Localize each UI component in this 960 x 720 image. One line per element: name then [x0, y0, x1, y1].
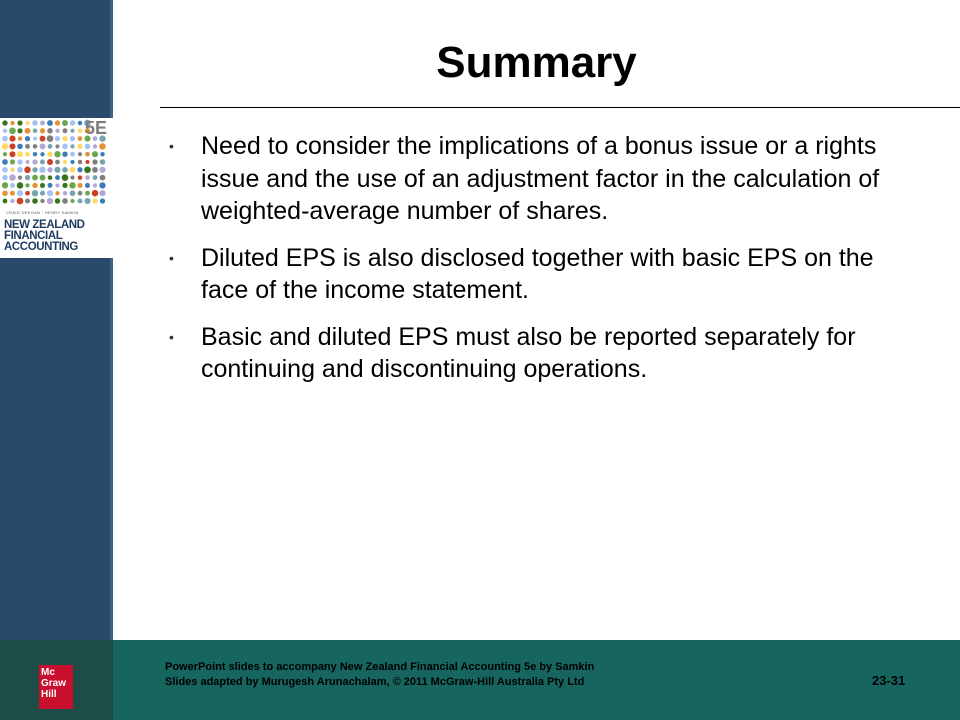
cover-dot	[10, 199, 14, 203]
cover-dot	[3, 199, 8, 204]
cover-dot	[40, 183, 45, 188]
cover-dot	[32, 159, 37, 164]
bullet-text: Need to consider the implications of a bonus issue or a rights issue and the use of an adjustment factor in the calculation of weighted-average number of shares.	[201, 132, 880, 225]
title-divider	[160, 107, 960, 108]
cover-dot	[63, 128, 68, 133]
cover-dot	[70, 199, 74, 203]
cover-dot	[78, 175, 83, 180]
footer-bar	[0, 640, 960, 720]
cover-dot	[78, 160, 83, 165]
cover-dot	[100, 175, 106, 181]
cover-dot	[85, 183, 90, 188]
cover-dot	[85, 144, 91, 150]
cover-dot	[25, 160, 29, 164]
cover-dot	[2, 175, 7, 180]
cover-dot	[62, 136, 67, 141]
cover-dot	[10, 191, 15, 196]
cover-dot	[10, 121, 14, 125]
cover-dot	[47, 128, 53, 134]
cover-dot	[48, 175, 53, 180]
cover-dot	[10, 183, 15, 188]
cover-dot	[32, 167, 37, 172]
cover-dot	[77, 167, 82, 172]
cover-dot	[24, 167, 31, 174]
cover-dot	[25, 136, 30, 141]
cover-dot	[100, 152, 104, 156]
cover-dot	[62, 198, 68, 204]
cover-dot	[78, 121, 82, 125]
cover-dot	[33, 152, 37, 156]
cover-dot	[47, 167, 52, 172]
cover-dot	[78, 191, 83, 196]
slide-number: 23-31	[872, 673, 906, 688]
cover-dot	[100, 159, 106, 165]
cover-dot	[69, 182, 76, 189]
cover-dot	[84, 198, 90, 204]
cover-dot	[25, 128, 31, 134]
cover-dot	[17, 144, 23, 150]
cover-dot	[92, 198, 97, 203]
cover-dot	[78, 136, 83, 141]
cover-dot	[32, 175, 38, 181]
cover-dot	[47, 151, 53, 157]
cover-dot	[25, 199, 30, 204]
cover-dot	[18, 176, 22, 180]
book-cover-image	[0, 118, 113, 258]
cover-dot	[2, 136, 8, 142]
cover-dot	[10, 168, 14, 172]
cover-dot	[25, 144, 30, 149]
cover-dot	[2, 143, 9, 150]
cover-dot	[25, 152, 30, 157]
cover-dot	[39, 167, 45, 173]
cover-dot	[2, 120, 7, 125]
cover-dot	[77, 198, 82, 203]
cover-dot	[47, 135, 54, 142]
cover-title: NEW ZEALAND FINANCIAL ACCOUNTING	[4, 219, 85, 253]
cover-dot	[55, 191, 59, 195]
cover-dot	[77, 144, 82, 149]
cover-dot	[99, 143, 106, 150]
sidebar-edge	[110, 0, 113, 640]
cover-dot	[17, 159, 22, 164]
credit-line: Slides adapted by Murugesh Arunachalam, © 2011 McGraw-Hill Australia Pty Ltd	[165, 676, 585, 688]
bullet-text: Diluted EPS is also disclosed together with basic EPS on the face of the income statement.	[201, 243, 874, 304]
cover-dot	[25, 175, 30, 180]
cover-dot	[55, 120, 60, 125]
cover-dot	[85, 152, 90, 157]
cover-dot	[62, 167, 68, 173]
cover-dot	[92, 167, 98, 173]
cover-dot	[70, 136, 75, 141]
cover-authors: CRAIG DEEGAN · HENRY SAMKIN	[6, 210, 79, 215]
cover-dot	[17, 120, 22, 125]
cover-dot	[40, 143, 46, 149]
cover-dot	[70, 167, 76, 173]
cover-dot	[9, 174, 15, 180]
cover-dot	[55, 160, 60, 165]
cover-dot	[40, 152, 44, 156]
cover-dot	[62, 120, 68, 126]
bullet-list	[165, 130, 925, 400]
cover-dot	[62, 144, 68, 150]
cover-dot	[100, 198, 105, 203]
cover-dot	[32, 198, 38, 204]
cover-dot	[54, 151, 60, 157]
footer-logo-panel	[0, 640, 113, 720]
cover-dot	[85, 160, 89, 164]
cover-dot	[2, 182, 8, 188]
cover-dot	[25, 191, 30, 196]
mcgraw-hill-logo: Mc Graw Hill	[39, 665, 73, 709]
cover-dot	[32, 183, 37, 188]
cover-dot	[47, 198, 53, 204]
cover-dot	[17, 182, 24, 189]
sidebar-panel	[0, 0, 113, 640]
bullet-icon: •	[169, 249, 174, 266]
cover-dot	[70, 144, 74, 148]
cover-dot	[9, 127, 16, 134]
cover-dot	[63, 160, 67, 164]
cover-dot	[33, 129, 37, 133]
slide-title: Summary	[436, 38, 637, 87]
cover-dot	[40, 121, 45, 126]
cover-dot	[70, 129, 74, 133]
cover-dot	[70, 160, 74, 164]
cover-dot	[93, 183, 97, 187]
cover-dot	[93, 144, 97, 148]
cover-dot	[48, 183, 53, 188]
cover-dot	[17, 167, 23, 173]
cover-dot	[55, 183, 59, 187]
bullet-icon: •	[169, 328, 174, 345]
cover-dot	[32, 190, 38, 196]
cover-dot	[10, 151, 16, 157]
cover-dot	[47, 159, 53, 165]
cover-dot	[40, 191, 45, 196]
cover-dot	[33, 137, 37, 141]
cover-dot	[77, 183, 82, 188]
cover-dot	[17, 190, 23, 196]
cover-dot	[18, 136, 22, 140]
cover-dot	[40, 136, 46, 142]
cover-dot	[17, 198, 24, 205]
cover-dot	[92, 159, 97, 164]
cover-edition: 5E	[84, 118, 107, 138]
cover-dot	[78, 152, 82, 156]
bullet-item	[165, 242, 925, 307]
cover-dot	[63, 191, 67, 195]
cover-dot	[55, 175, 60, 180]
cover-dot	[9, 136, 15, 142]
footer-credits	[165, 660, 594, 690]
bullet-text: Basic and diluted EPS must also be reported separately for continuing and discontinuing operations.	[201, 322, 856, 383]
bullet-icon: •	[169, 138, 174, 154]
cover-dot	[99, 167, 105, 173]
cover-dot	[33, 144, 38, 149]
cover-dot	[17, 151, 23, 157]
cover-dot	[25, 121, 29, 125]
cover-dot	[55, 136, 60, 141]
cover-dot	[85, 175, 90, 180]
cover-dot	[40, 128, 45, 133]
cover-dot	[2, 190, 8, 196]
cover-dot	[55, 144, 59, 148]
cover-dot	[3, 152, 7, 156]
cover-dot	[78, 128, 83, 133]
cover-dot	[40, 175, 46, 181]
cover-dot	[40, 199, 44, 203]
cover-dot	[70, 190, 76, 196]
cover-dot	[99, 182, 105, 188]
cover-dot	[47, 120, 53, 126]
cover-dot	[99, 190, 105, 196]
cover-dot	[17, 128, 22, 133]
cover-dot	[84, 166, 91, 173]
cover-dot	[32, 120, 38, 126]
cover-dot	[93, 175, 98, 180]
cover-dot	[2, 167, 7, 172]
credit-line: PowerPoint slides to accompany New Zealand Financial Accounting 5e by Samkin	[165, 661, 595, 673]
cover-dot	[25, 183, 29, 187]
cover-dot	[62, 183, 67, 188]
cover-dot	[85, 191, 90, 196]
cover-dot	[2, 159, 8, 165]
bullet-item	[165, 130, 925, 228]
cover-dot	[92, 151, 98, 157]
cover-dot	[70, 152, 75, 157]
cover-dot	[55, 198, 60, 203]
bullet-item	[165, 321, 925, 386]
cover-dot	[10, 159, 15, 164]
cover-dot	[9, 143, 15, 149]
cover-dot	[62, 174, 69, 181]
cover-dot	[40, 160, 45, 165]
cover-dot	[62, 152, 67, 157]
cover-dot	[92, 190, 99, 197]
cover-dot	[3, 129, 7, 133]
cover-dot	[47, 190, 53, 196]
cover-dot	[55, 129, 59, 133]
cover-dot	[54, 167, 60, 173]
cover-dot	[70, 176, 74, 180]
cover-dot	[70, 120, 76, 126]
cover-dot	[48, 144, 53, 149]
